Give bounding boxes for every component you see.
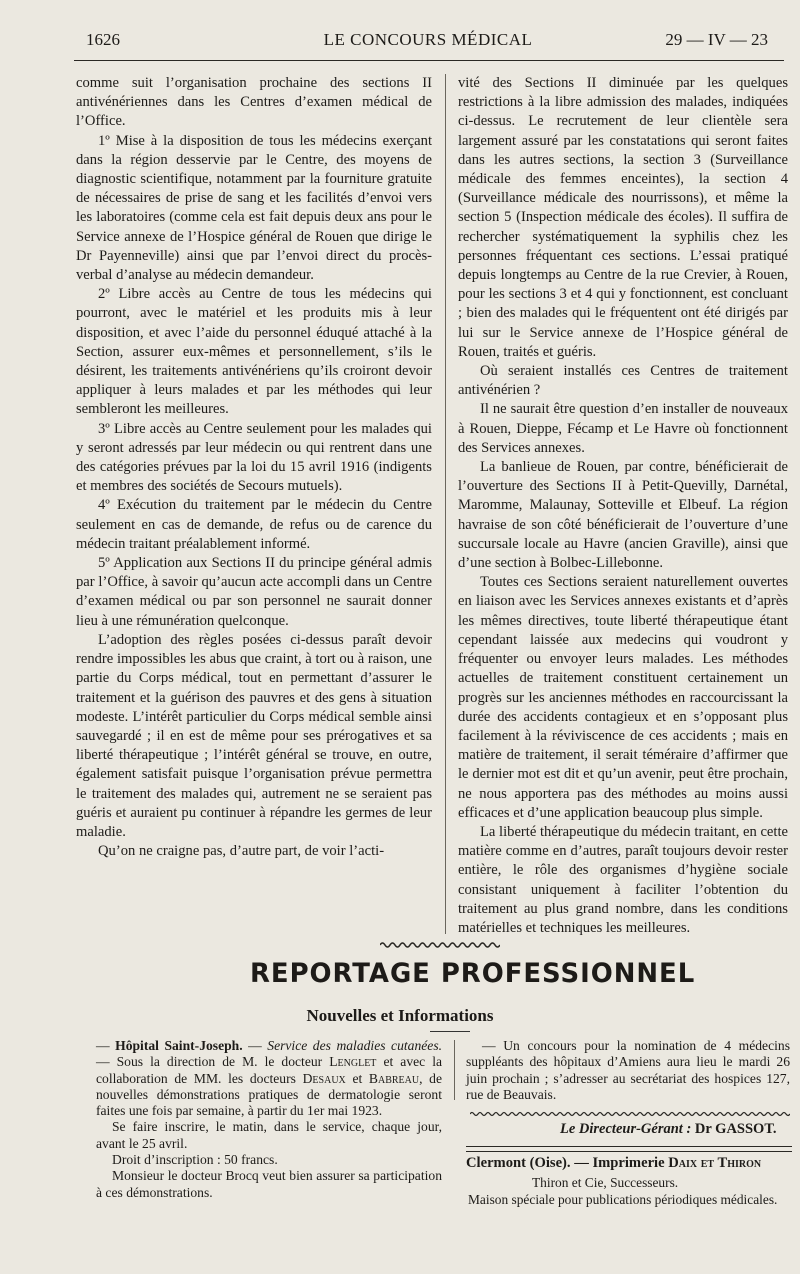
paragraph: 3º Libre accès au Centre seulement pour les malades qui y seront adressés par leur médecin ou qui rentrent dans une des catégories prévues par la loi du 15 avril 1916 (indigents et membres des sociétés de Secours mutuels). [76,420,432,495]
news-item-concours [466,1038,790,1103]
news-lead: Sous la direction de M. le docteur [116,1054,323,1070]
news-paragraph: Se faire inscrire, le matin, dans le service, chaque jour, avant le 25 avril. [96,1119,442,1151]
news-text: et avec la collaboration de MM. les docteurs [96,1054,443,1086]
column-divider [445,74,446,934]
printer-specialty: Maison spéciale pour publications périodiques médicales. [468,1192,778,1207]
paragraph: 2º Libre accès au Centre de tous les médecins qui pourront, avec le matériel et les produits mis à leur disposition, et avec l’aide du personnel éduqué attaché à la Section, assurer eux-mêmes et personnellement, s’ils le désirent, les traitements antivénériens qu’ils croiront devoir appliquer à leurs malades et par les méthodes qui leur sembleront les meilleures. [76,286,432,418]
news-paragraph: Droit d’inscription : 50 francs. [112,1152,278,1168]
news-text: , de nouvelles démonstrations pratiques de dermatologie seront faites une fois par semaine, à partir du 1er mai 1923. [96,1070,443,1119]
paragraph: Où seraient installés ces Centres de traitement antivénérien ? [458,363,788,399]
director-signature [560,1121,777,1138]
paragraph: comme suit l’organisation prochaine des sections II antivénériennes dans les Centres d’examen médical de l’Office. [76,75,432,130]
wavy-rule [470,1110,790,1118]
paragraph: 4º Exécution du traitement par le médecin du Centre seulement en cas de demande, de refus ou de carence du médecin traitant préalablement informé. [76,497,432,552]
news-text: et [352,1070,363,1086]
paragraph: La banlieue de Rouen, par contre, bénéficierait de l’ouverture des Sections II à Petit-Quevilly, Darnétal, Maromme, Malaunay, Sotteville et Elbeuf. La région havraise de son côté bénéficierait de l’ouverture d’une succursale locale au Havre (ancien Graville), ainsi que d’une section à Bolbec-Lillebonne. [458,459,788,572]
printer-firm: Daix et Thiron [668,1155,762,1171]
article-right-column [458,74,788,938]
printer-successors: Thiron et Cie, Successeurs. [532,1175,679,1190]
printer-text: Clermont (Oise). — Imprimerie [466,1155,665,1171]
news-divider [454,1040,455,1100]
section-title: REPORTAGE PROFESSIONNEL [250,958,696,989]
printer-line [466,1155,761,1172]
doctor-name: Lenglet [329,1054,377,1070]
doctor-name: Babreau [368,1070,420,1086]
journal-title: LE CONCOURS MÉDICAL [323,30,533,49]
paragraph: vité des Sections II diminuée par les quelques restrictions à la libre admission des malades, indiquées ci-dessus. Le recrutement de leur clientèle sera largement assuré par les constatations qui seront faites dans les autres sections, la section 3 (Surveillance médicale des femmes enceintes), la section 4 (Surveillance médicale des nourrissons), et même la section 5 (Inspection médicale des écoles). Il suffira de rechercher systématiquement la syphilis chez les personnes fréquentant ces sections. L’essai pratiqué depuis longtemps au Centre de la rue Crevier, à Rouen, pour les sections 3 et 4 qui y fonctionnent, est concluant ; bien des malades qui le fréquentent ont été dirigés par lui sur le Service annexe de l’Hospice général de Rouen, traités et guéris. [458,75,788,360]
paragraph: Il ne saurait être question d’en installer de nouveaux à Rouen, Dieppe, Fécamp et Le Havre où fonctionnent des Services annexes. [458,401,788,456]
news-headline: Hôpital Saint-Joseph. [115,1038,243,1053]
subtitle-rule [430,1031,470,1032]
paragraph: Toutes ces Sections seraient naturellement ouvertes en liaison avec les Services annexes existants et d’après les mêmes directives, toute liberté thérapeutique étant cependant laissée aux medecins qui voudront y fréquenter ou envoyer leurs malades. Les méthodes actuelles de traitement constituent certainement un progrès sur les anciennes méthodes en raccourcissant la durée des accidents contagieux et en s’opposant plus facilement à la réviviscence de ces accidents ; mais en matière de traitement, il serait téméraire d’affirmer que le dernier mot est dit et qu’un avenir, peut être prochain, ne nous apportera pas des méthodes au moins aussi efficaces et d’une application beaucoup plus simple. [458,574,788,821]
paragraph: L’adoption des règles posées ci-dessus paraît devoir rendre impossibles les abus que craint, à tort ou à raison, une partie du Corps médical, tout en permettant d’assurer le traitement et la guérison des pauvres et des gens à situation modeste. L’intérêt particulier du Corps médical semble ainsi sauvegardé ; il en est de même pour ses prérogatives et sa liberté thérapeutique ; l’intérêt général se trouve, en outre, également satisfait puisque l’organisation prévue permettra le traitement des malades qui, autrement ne se seraient pas guéris et auraient pu continuer à répandre les germes de leur maladie. [76,631,432,840]
news-paragraph: — Hôpital Saint-Joseph. — Service des maladies cutanées. — Sous la direction de M. le docteur Lenglet et avec la collaboration de MM. les docteurs Desaux et Babreau, de nouvelles démonstrations pratiques de dermatologie seront faites une fois par semaine, à partir du 1er mai 1923. [96,1038,443,1119]
paragraph: 5º Application aux Sections II du principe général admis par l’Office, à savoir qu’aucun acte accompli dans un Centre d’examen médical ou par son personnel ne saurait donner lieu à une rémunération quelconque. [76,555,432,629]
double-rule [466,1146,792,1152]
doctor-name: Desaux [302,1070,346,1086]
article-left-column [76,74,432,861]
header-rule [74,60,784,61]
wavy-ornament [380,941,500,949]
director-label: Le Directeur-Gérant : [560,1121,692,1137]
section-subtitle: Nouvelles et Informations [306,1006,494,1025]
running-header [76,30,780,54]
news-paragraph: Monsieur le docteur Brocq veut bien assurer sa participation à ces démonstrations. [96,1168,442,1200]
issue-date: 29 — IV — 23 [665,30,768,49]
paragraph: 1º Mise à la disposition de tous les médecins exerçant dans la région desservie par le Centre, des moyens de diagnostic scientifique, notamment par la fourniture gratuite de nécessaires de prise de sang et les facilités d’envoi vers les laboratoires (comme cela est fait depuis deux ans pour le Service annexe de l’Hospice général de Rouen que dirige le Dr Payenneville) ainsi que par l’envoi direct du procès-verbal d’analyse au médecin demandeur. [76,132,432,284]
news-item-hopital [96,1038,442,1201]
page-number: 1626 [86,30,120,49]
director-name: Dr GASSOT. [694,1121,777,1137]
news-paragraph: — Un concours pour la nomination de 4 médecins suppléants des hôpitaux d’Amiens aura lieu le mardi 26 juin prochain ; s’adresser au secrétariat des hospices 127, rue de Beauvais. [466,1038,790,1102]
news-topic: Service des maladies cutanées. [267,1038,443,1053]
paragraph: La liberté thérapeutique du médecin traitant, en cette matière comme en d’autres, paraît toujours devoir rester entière, le rôle des organismes d’hygiène sociale consistant uniquement à faciliter l’obtention du traitement au plus grand nombre, dans les conditions matérielles et techniques les meilleures. [458,823,788,936]
paragraph: Qu’on ne craigne pas, d’autre part, de voir l’acti- [98,843,385,860]
